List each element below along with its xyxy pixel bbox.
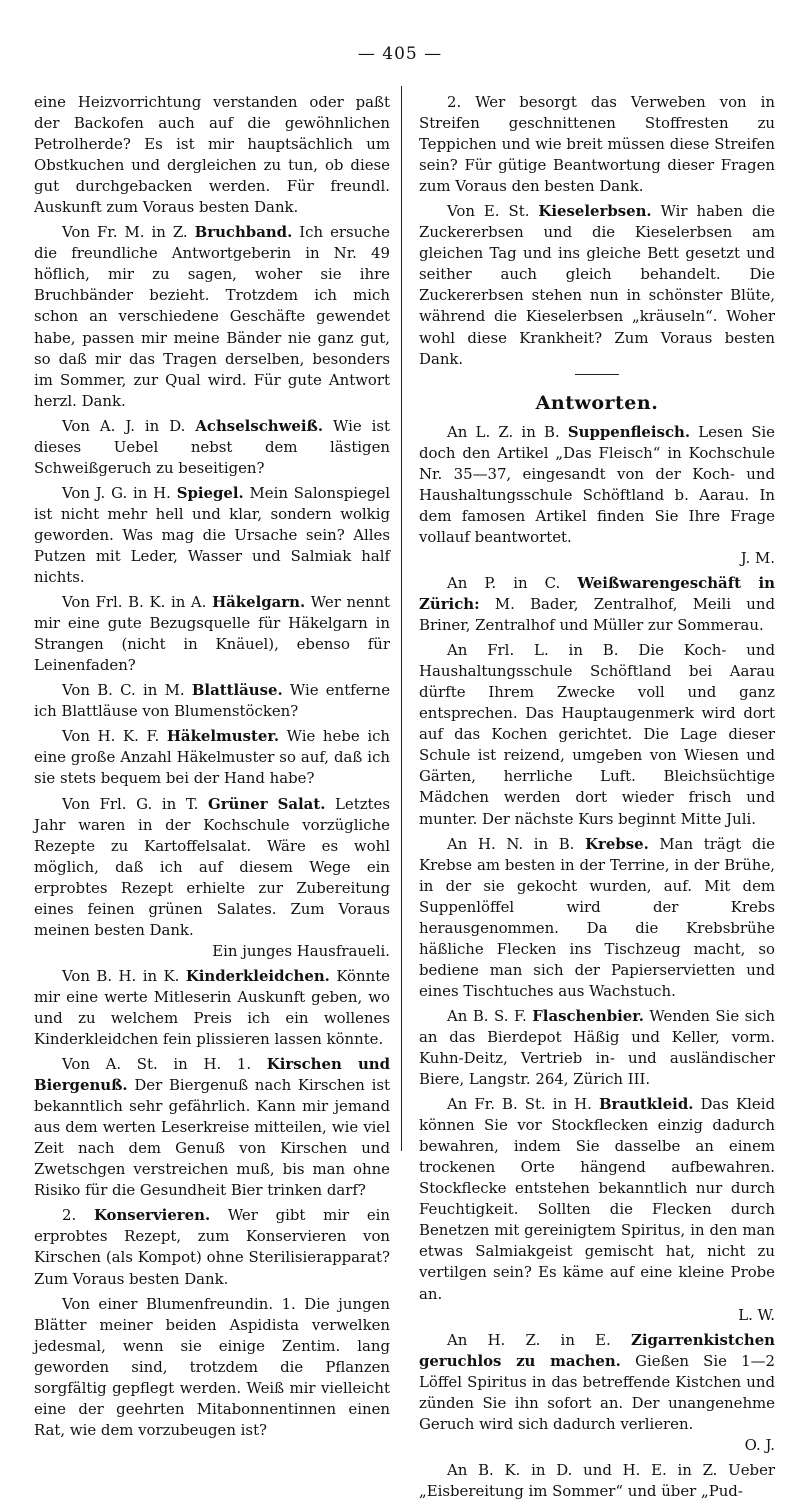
question-entry [34, 680, 390, 722]
entry-text: Man trägt die Krebse am besten in der Terrine, in der Brühe, in der sie gekocht wurden, auf. Mit dem Suppenlöffel wird der Krebs herausgenommen. Da die Krebsbrühe häßliche Flecken ins Tischzeug macht, so bediene man sich der Papierservietten und eines Tischtuches aus Wachstuch. [419, 834, 775, 1000]
entry-lead: An H. N. in B. [447, 834, 575, 853]
answer-entry [419, 834, 775, 1002]
entry-lead: Von E. St. [447, 202, 530, 221]
entry-keyword: Konservieren. [93, 1206, 211, 1225]
entry-lead: Von Frl. B. K. in A. [62, 593, 207, 612]
entry-lead: An Frl. L. in B. [447, 641, 619, 660]
entry-lead: 2. [62, 1206, 77, 1225]
page-number: — 405 — [357, 44, 443, 64]
question-entry [34, 966, 390, 1050]
entry-text: Das Kleid können Sie vor Stockflecken einzig dadurch bewahren, indem Sie dasselbe an einem trockenen Orte hängend aufbewahren. Stockflecke entstehen bekanntlich nur durch Feuchtigkeit. Sollten die Flecken durch Benetzen mit gereinigtem Spiritus, in den man etwas Salmiakgeist gemischt hat, nicht zu vertilgen sein? Es käme auf eine kleine Probe an. [419, 1095, 775, 1303]
entry-lead: An Fr. B. St. in H. [447, 1095, 592, 1114]
entry-keyword: Kirschen und Biergenuß. [34, 1055, 391, 1095]
entry-keyword: Häkelgarn. [212, 593, 306, 612]
column-divider [401, 86, 402, 1151]
question-entry [34, 483, 390, 588]
answers-heading: Antworten. [535, 391, 659, 414]
entry-text: eine Heizvorrichtung verstanden oder paßt der Backofen auch auf die gewöhnlichen Petrolherde? Es ist mir hauptsächlich um Obstkuchen und dergleichen zu tun, ob diese gut durchgebacken werden. Für freundl. Auskunft zum Voraus besten Dank. [34, 93, 390, 217]
entry-keyword: Flaschenbier. [532, 1006, 644, 1025]
entry-lead: Von Frl. G. in T. [62, 794, 199, 813]
answer-entry [419, 1330, 775, 1456]
entry-text: Wer besorgt das Verweben von in Streifen geschnittenen Stoffresten zu Teppichen und wie breit müssen diese Streifen sein? Für gütige Beantwortung dieser Fragen zum Voraus den besten Dank. [419, 93, 775, 196]
entry-text: Die Koch- und Haushaltungsschule Schöftland bei Aarau dürfte Ihrem Zwecke voll und ganz entsprechen. Das Hauptaugenmerk wird dort auf das Kochen gerichtet. Die Lage dieser Schule ist reizend, umgeben von Wiesen und Gärten, herrliche Luft. Bleichsüchtige Mädchen werden dort wieder frisch und munter. Der nächste Kurs beginnt Mitte Juli. [419, 641, 776, 828]
answer-entry [419, 1460, 775, 1502]
entry-lead: Von A. J. in D. [62, 416, 186, 435]
entry-lead: Von J. G. in H. [62, 483, 171, 502]
entry-keyword: Bruchband. [194, 223, 293, 242]
answer-entry [419, 573, 775, 636]
entry-keyword: Kinderkleidchen. [185, 966, 330, 985]
question-entry [419, 92, 775, 197]
question-entry [34, 794, 390, 962]
question-entry [34, 92, 390, 218]
entry-keyword: Krebse. [585, 834, 649, 853]
entry-text: M. Bader, Zentralhof, Meili und Briner, Zentralhof und Müller zur Sommerau. [419, 595, 775, 635]
answer-entry [419, 422, 775, 569]
question-entry [34, 592, 390, 676]
section-separator [575, 374, 619, 375]
question-entry [419, 201, 775, 369]
entry-text: Der Biergenuß nach Kirschen ist bekanntlich sehr gefährlich. Kann mir jemand aus dem werten Leserkreise mitteilen, wie viel Zeit nach dem Genuß von Kirschen und Zwetschgen verstreichen muß, bis man ohne Risiko für die Gesundheit Bier trinken darf? [34, 1076, 390, 1200]
question-entry [34, 1205, 390, 1289]
entry-lead: Von B. H. in K. [62, 966, 180, 985]
entry-lead: 2. [447, 93, 462, 111]
entry-signature: J. M. [740, 548, 775, 567]
entry-keyword: Blattläuse. [191, 681, 283, 700]
entry-text: Letztes Jahr waren in der Kochschule vorzügliche Rezepte zu Kartoffelsalat. Wäre es wohl möglich, daß ich auf diesem Wege ein erprobtes Rezept erhielte zur Zubereitung eines feinen grünen Salates. Zum Voraus meinen besten Dank. [34, 794, 390, 939]
entry-lead: An B. S. F. [447, 1006, 527, 1025]
question-entry [34, 726, 390, 789]
entry-text: Könnte mir eine werte Mitleserin Auskunft geben, wo und zu welchem Preis ich ein wollenes Kinderkleidchen fein plissieren lassen könnte. [34, 966, 390, 1049]
entry-signature: Ein junges Hausfraueli. [212, 941, 390, 960]
entry-text: 1. Die jungen Blätter meiner beiden Aspidista verwelken jedesmal, wenn sie einige Zentim. lang geworden sind, trotzdem die Pflanzen sorgfältig gepflegt werden. Weiß mir vielleicht eine der geehrten Mitabonnentinnen einen Rat, wie dem vorzubeugen ist? [34, 1294, 391, 1439]
entry-keyword: Spiegel. [176, 483, 244, 502]
entry-keyword: Häkelmuster. [166, 727, 280, 746]
answer-entry [419, 640, 775, 829]
entry-keyword: Brautkleid. [598, 1095, 694, 1114]
entry-keyword: Weißwarengeschäft in Zürich: [419, 573, 775, 614]
entry-keyword: Kieselerbsen. [538, 202, 652, 221]
answer-entry [419, 1006, 775, 1090]
entry-lead: Von A. St. in H. 1. [62, 1055, 252, 1074]
entry-signature: O. J. [744, 1435, 775, 1454]
entry-text: Mein Salonspiegel ist nicht mehr hell und klar, sondern wolkig geworden. Was mag die Ursache sein? Alles Putzen mit Leder, Wasser und Salmiak half nichts. [34, 483, 390, 587]
right-column [419, 92, 775, 1506]
entry-lead: An B. K. in D. und H. E. in Z. [447, 1460, 718, 1479]
entry-text: Lesen Sie doch den Artikel „Das Fleisch“ in Kochschule Nr. 35—37, eingesandt von der Koch- und Haushaltungsschule Schöftland b. Aarau. In dem famosen Artikel finden Sie Ihre Frage vollauf beantwortet. [419, 422, 775, 546]
entry-keyword: Suppenfleisch. [567, 422, 691, 441]
entry-lead: An L. Z. in B. [447, 422, 560, 441]
entry-text: Wer nennt mir eine gute Bezugsquelle für Häkelgarn in Strangen (nicht in Knäuel), ebenso für Leinenfaden? [34, 593, 391, 675]
question-entry [34, 416, 390, 479]
entry-text: Wie ist dieses Uebel nebst dem lästigen Schweißgeruch zu beseitigen? [34, 416, 391, 477]
entry-keyword: Grüner Salat. [208, 794, 326, 813]
entry-lead: Von H. K. F. [62, 727, 160, 746]
entry-text: Wenden Sie sich an das Bierdepot Häßig und Keller, vorm. Kuhn-Deitz, Vertrieb in- und ausländischer Biere, Langstr. 264, Zürich III. [419, 1006, 775, 1089]
entry-text: Wie hebe ich eine große Anzahl Häkelmuster so auf, daß ich sie stets bequem bei der Hand habe? [34, 727, 391, 788]
entry-text: Wir haben die Zuckererbsen und die Kieselerbsen am gleichen Tag und ins gleiche Bett gesetzt und seither auch gleich behandelt. Die Zuckererbsen stehen nun in schönster Blüte, während die Kieselerbsen „kräuseln“. Woher wohl diese Krankheit? Zum Voraus besten Dank. [419, 202, 775, 368]
entry-lead: An H. Z. in E. [447, 1330, 611, 1349]
question-entry [34, 1054, 390, 1201]
entry-text: Gießen Sie 1—2 Löffel Spiritus in das betreffende Kistchen und zünden Sie ihn sofort an. Der unangenehme Geruch wird sich dadurch verlieren. [419, 1351, 775, 1433]
answer-entry [419, 1094, 775, 1326]
question-entry [34, 222, 390, 411]
entry-text: Ich ersuche die freundliche Antwortgeberin in Nr. 49 höflich, mir zu sagen, woher sie ihre Bruchbänder bezieht. Trotzdem ich mich schon an verschiedene Geschäfte gewendet habe, passen mir meine Bänder nie ganz gut, so daß mir das Tragen derselben, besonders im Sommer, zur Qual wird. Für gute Antwort herzl. Dank. [34, 223, 390, 410]
entry-lead: Von Fr. M. in Z. [62, 223, 188, 242]
left-column [34, 92, 390, 1445]
question-entry [34, 1294, 390, 1441]
entry-lead: An P. in C. [447, 573, 561, 592]
entry-keyword: Achselschweiß. [195, 416, 324, 435]
questions-continued [419, 92, 775, 370]
entry-text: Ueber „Eisbereitung im Sommer“ und über „Pud- [419, 1460, 775, 1500]
entry-signature: L. W. [738, 1305, 775, 1324]
entry-text: Wie entferne ich Blattläuse von Blumenstöcken? [34, 681, 391, 721]
entry-lead: Von B. C. in M. [62, 681, 185, 700]
entry-keyword: Zigarrenkistchen geruchlos zu machen. [419, 1330, 775, 1370]
answers-section [419, 422, 775, 1502]
entry-lead: Von einer Blumenfreundin. [62, 1294, 274, 1313]
entry-text: Wer gibt mir ein erprobtes Rezept, zum Konservieren von Kirschen (als Kompot) ohne Sterilisierapparat? Zum Voraus besten Dank. [34, 1206, 390, 1288]
